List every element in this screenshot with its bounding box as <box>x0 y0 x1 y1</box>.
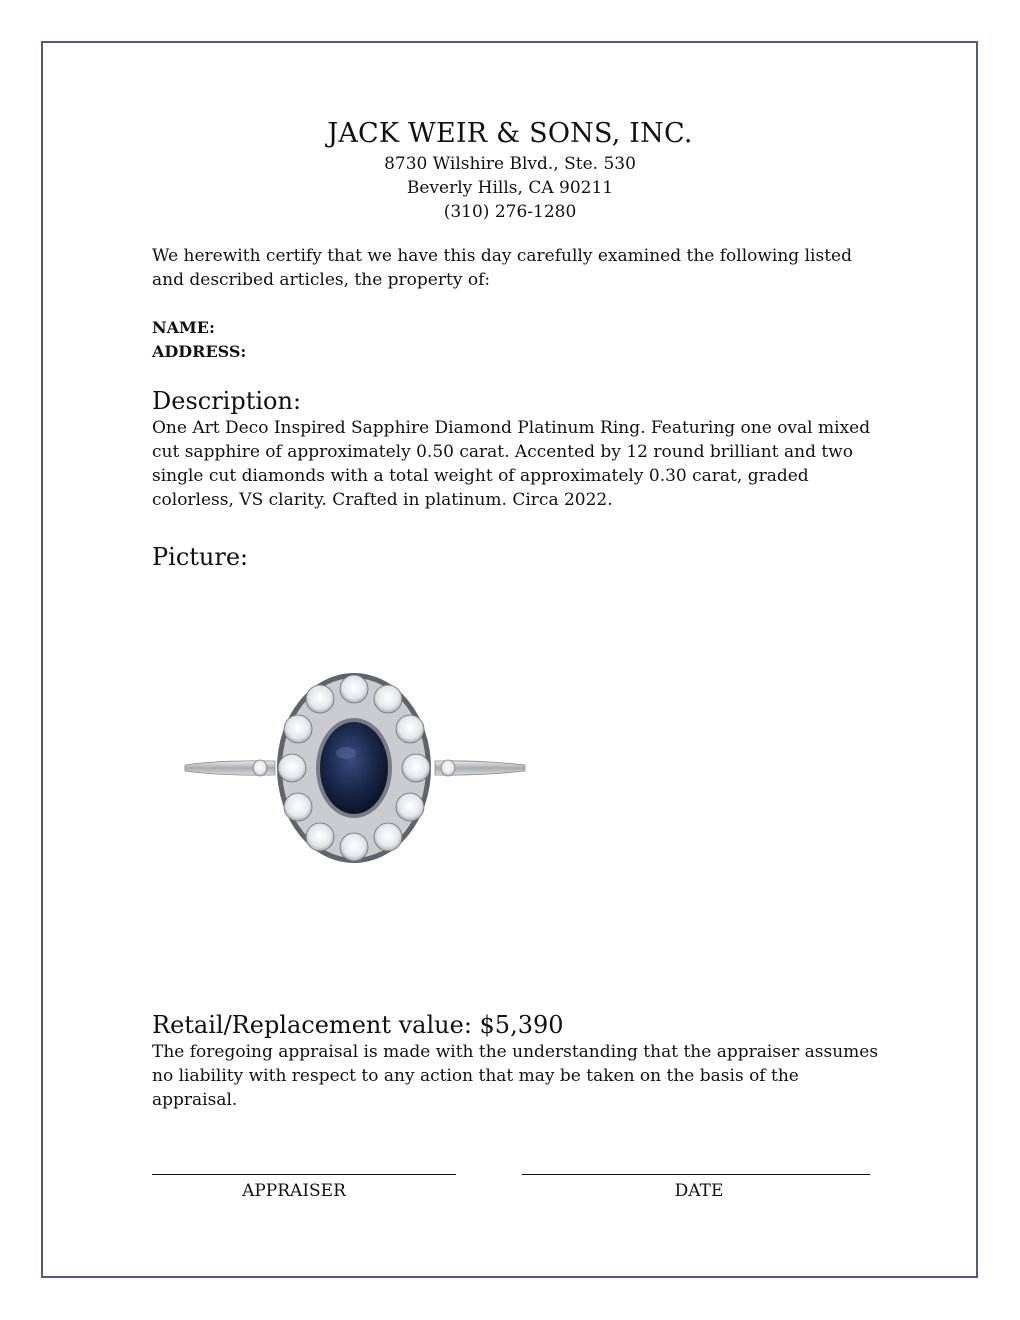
ring-image <box>180 665 530 875</box>
appraiser-signature-line <box>152 1174 456 1175</box>
address-label: ADDRESS: <box>152 342 247 361</box>
date-signature-line <box>522 1174 870 1175</box>
retail-value-heading: Retail/Replacement value: $5,390 <box>152 1011 564 1039</box>
company-address-line1: 8730 Wilshire Blvd., Ste. 530 <box>384 154 636 174</box>
appraisal-disclaimer: The foregoing appraisal is made with the understanding that the appraiser assumes no liability with respect to any action that may be taken on the basis of the appraisal. <box>152 1042 879 1110</box>
company-phone: (310) 276-1280 <box>443 202 577 222</box>
name-label: NAME: <box>152 318 215 337</box>
company-name: JACK WEIR & SONS, INC. <box>327 118 693 149</box>
company-address-line2: Beverly Hills, CA 90211 <box>406 178 614 198</box>
certification-intro: We herewith certify that we have this day carefully examined the following listed and described articles, the property of: <box>152 246 852 290</box>
date-label: DATE <box>674 1181 724 1201</box>
picture-heading: Picture: <box>152 543 249 571</box>
description-text: One Art Deco Inspired Sapphire Diamond Platinum Ring. Featuring one oval mixed cut sapphire of approximately 0.50 carat. Accented by 12 round brilliant and two single cut diamonds with a total weight of approximately 0.30 carat, graded colorless, VS clarity. Crafted in platinum. Circa 2022. <box>152 418 871 510</box>
letterhead <box>0 116 1020 224</box>
description-heading: Description: <box>152 387 302 415</box>
appraiser-label: APPRAISER <box>242 1181 346 1201</box>
